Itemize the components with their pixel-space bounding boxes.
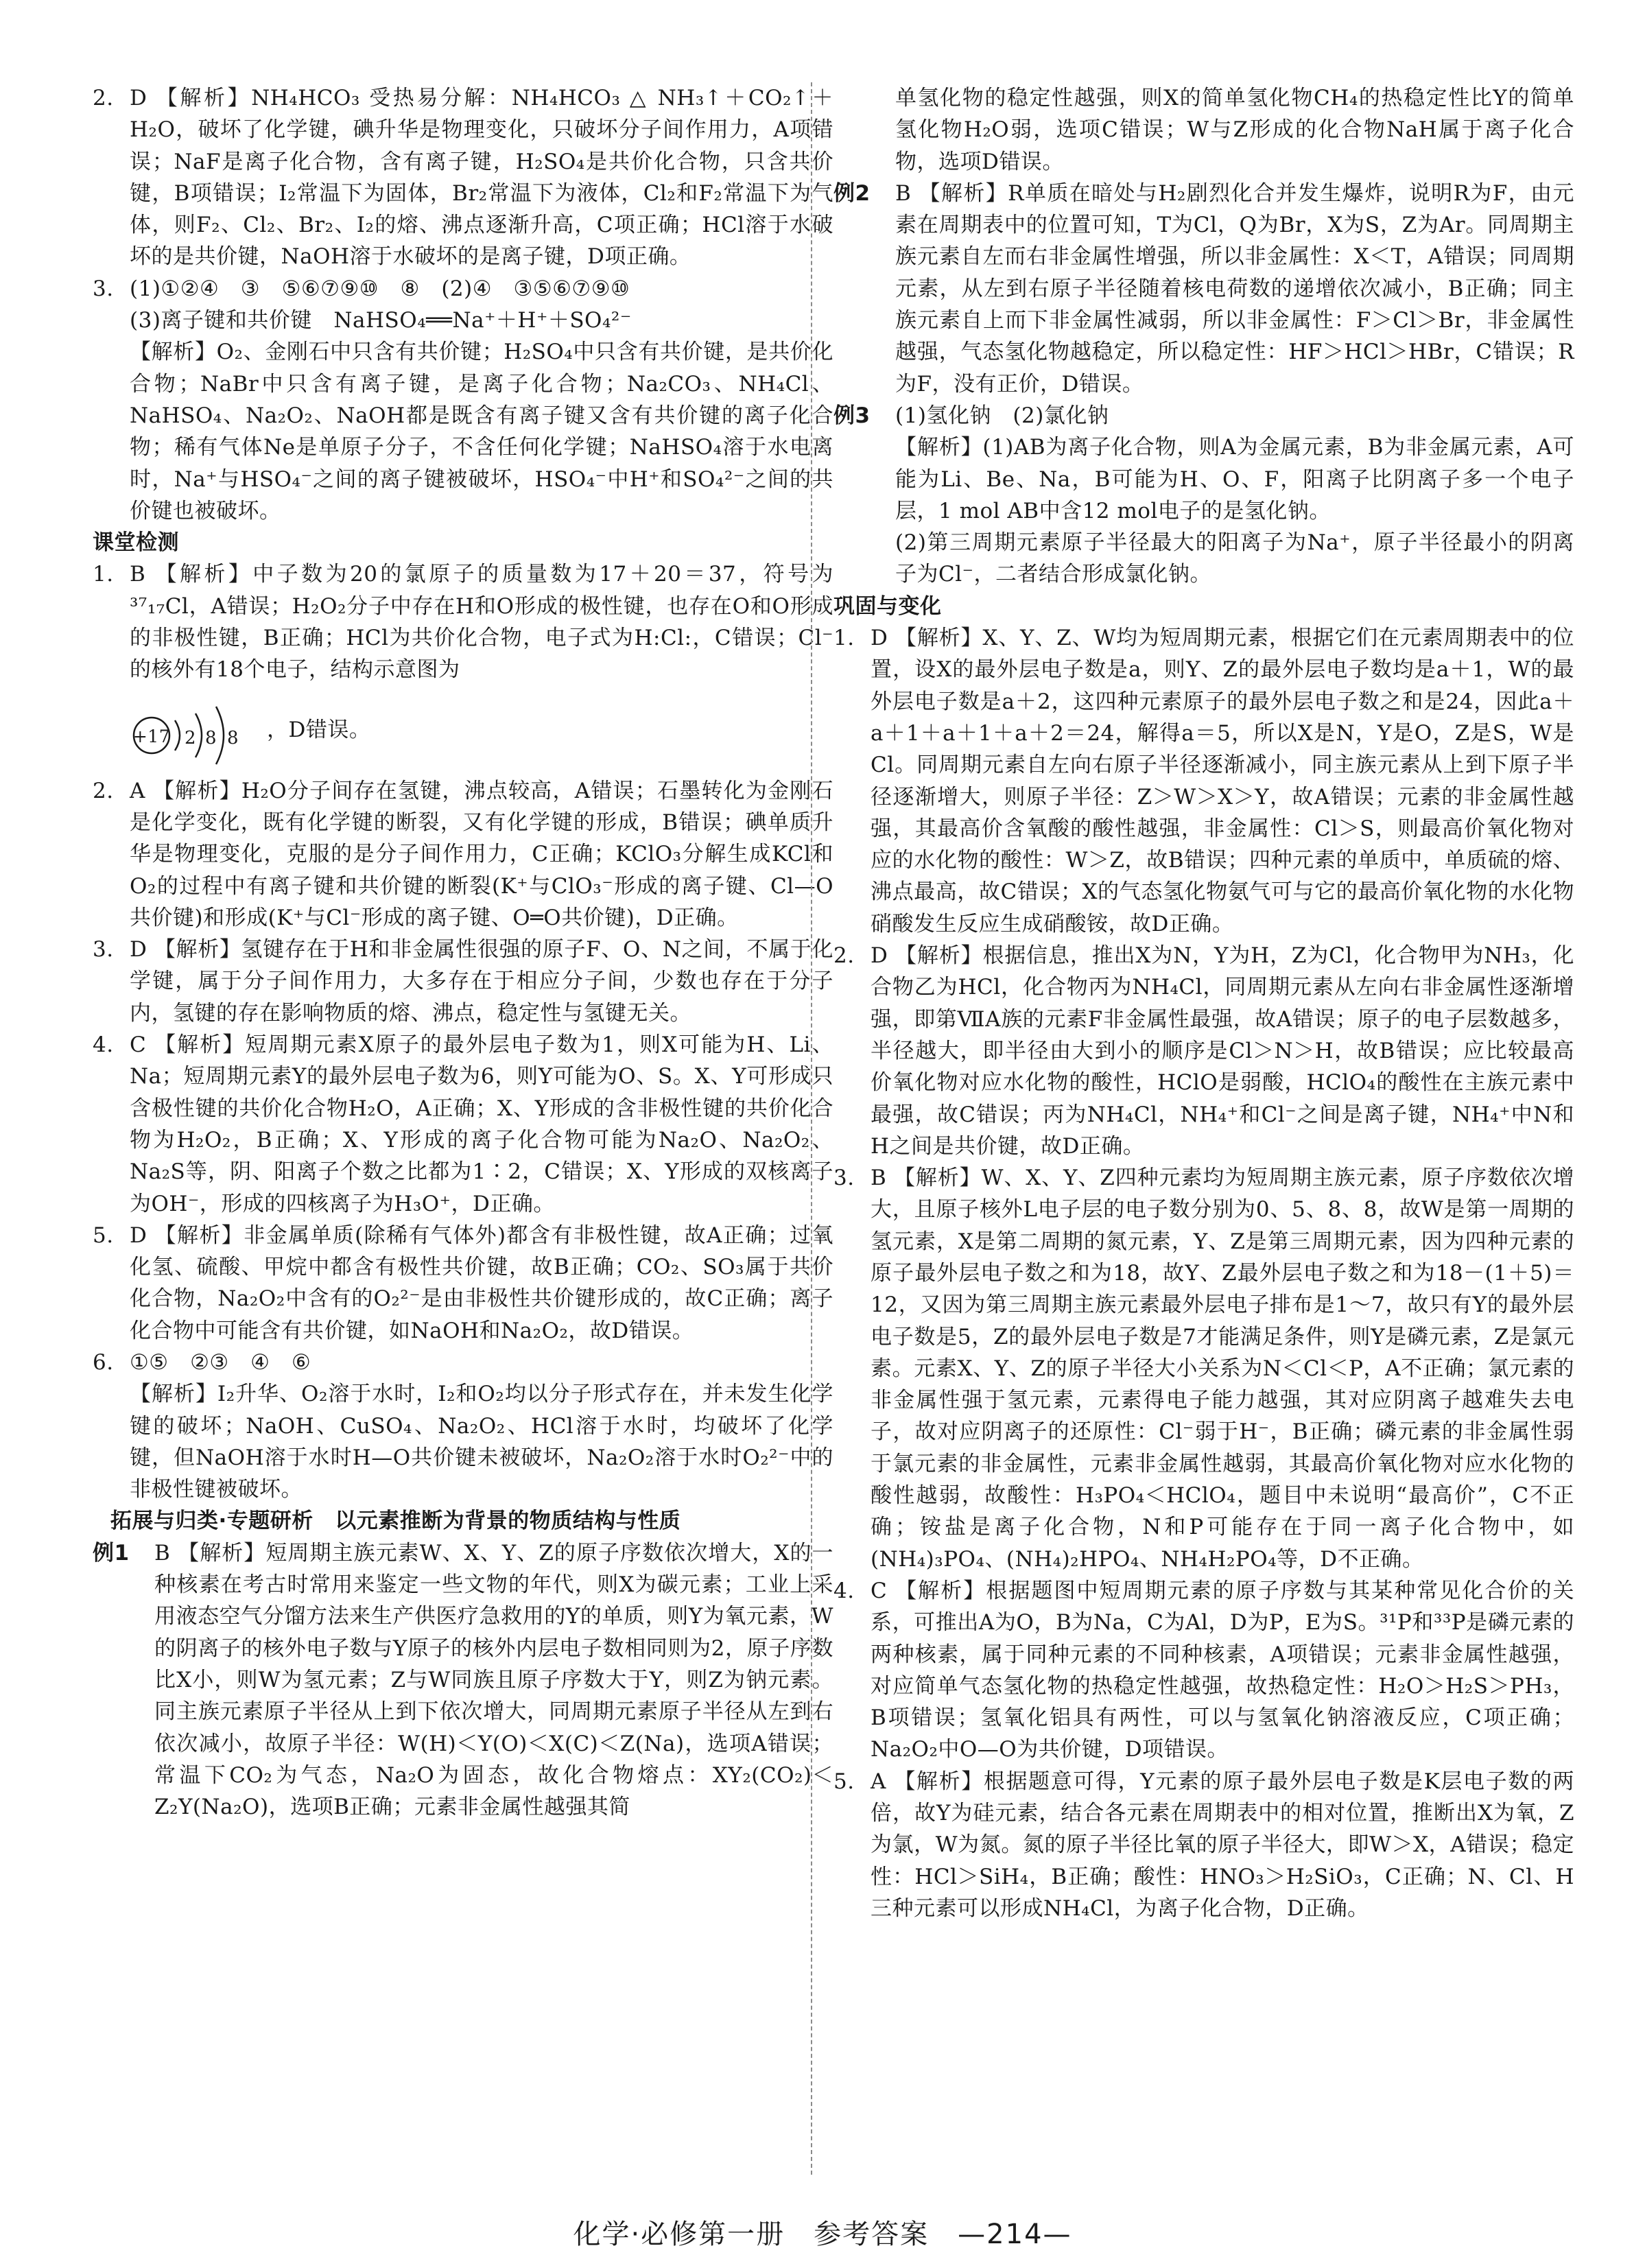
example-item [93, 1537, 833, 1823]
answer-item [93, 82, 833, 273]
answer-item [833, 1766, 1574, 1924]
item-text: D 【解析】氢键存在于H和非金属性很强的原子F、O、N之间，不属于化学键，属于分子间作用力，大多存在于相应分子间，少数也存在于分子内，氢键的存在影响物质的熔、沸点，稳定性与氢键无关。 [130, 937, 833, 1026]
atomic-structure-icon [130, 693, 267, 768]
example-text: B 【解析】短周期主族元素W、X、Y、Z的原子序数依次增大，X的一种核素在考古时常用来鉴定一些文物的年代，则X为碳元素；工业上采用液态空气分馏方法来生产供医疗急救用的Y的单质，则Y为氧元素，W的阴离子的核外电子数与Y原子的核外内层电子数相同则为2，原子序数比X小，则W为氢元素；Z与W同族且原子序数大于Y，则Z为钠元素。同主族元素原子半径从上到下依次增大，同周期元素原子半径从左到右依次减小，故原子半径：W(H)＜Y(O)＜X(C)＜Z(Na)，选项A错误；常温下CO₂为气态，Na₂O为固态，故化合物熔点：XY₂(CO₂)＜Z₂Y(Na₂O)，选项B正确；元素非金属性越强其简 [154, 1540, 833, 1820]
item-number: 5. [93, 1222, 114, 1248]
answer-line: (3)离子键和共价键 NaHSO₄══Na⁺＋H⁺＋SO₄²⁻ [130, 308, 632, 333]
shell-electrons: 8 [227, 727, 239, 748]
item-number: 3. [93, 937, 114, 962]
left-column [93, 82, 833, 1823]
item-text: D 【解析】X、Y、Z、W均为短周期元素，根据它们在元素周期表中的位置，设X的最外层电子数是a，则Y、Z的最外层电子数均是a＋1，W的最外层电子数是a＋2，这四种元素原子的最外层电子数之和是24，因此a＋a＋1＋a＋1＋a＋2＝24，解得a＝5，所以X是N，Y是O，Z是S，W是Cl。同周期元素自左向右原子半径逐渐减小，同主族元素从上到下原子半径逐渐增大，则原子半径：Z＞W＞X＞Y，故A错误；元素的非金属性越强，其最高价含氧酸的酸性越强，非金属性：Cl＞S，则最高价氧化物对应的水化物的酸性：W＞Z，故B错误；四种元素的单质中，单质硫的熔、沸点最高，故C错误；X的气态氢化物氨气可与它的最高价氧化物的水化物硝酸发生反应生成硝酸铵，故D正确。 [871, 626, 1574, 936]
column-divider [811, 82, 812, 2175]
answer-item [93, 775, 833, 934]
item-number: 4. [833, 1578, 855, 1603]
section-heading: 拓展与归类·专题研析 以元素推断为背景的物质结构与性质 [110, 1509, 681, 1534]
item-text: C 【解析】短周期元素X原子的最外层电子数为1，则X可能为H、Li、Na；短周期元素Y的最外层电子数为6，则Y可能为O、S。X、Y可形成只含极性键的共价化合物H₂O，A正确；X、Y形成的含非极性键的共价化合物为H₂O₂，B正确；X、Y形成的离子化合物可能为Na₂O、Na₂O₂、Na₂S等，阴、阳离子个数之比都为1∶2，C错误；X、Y形成的双核离子为OH⁻，形成的四核离子为H₃O⁺，D正确。 [130, 1032, 833, 1216]
item-number: 6. [93, 1349, 114, 1375]
item-text: C 【解析】根据题图中短周期元素的原子序数与其某种常见化合价的关系，可推出A为O，B为Na，C为Al，D为P，E为S。³¹P和³³P是磷元素的两种核素，属于同种元素的不同种核素，A项错误；元素非金属性越强，对应简单气态氢化物的热稳定性越强，故热稳定性：H₂O＞H₂S＞PH₃，B项错误；氢氧化铝具有两性，可以与氢氧化钠溶液反应，C项正确；Na₂O₂中O—O为共价键，D项错误。 [871, 1578, 1574, 1762]
answer-item [93, 1029, 833, 1220]
item-number: 1. [93, 562, 114, 587]
nucleus-charge: +17 [132, 726, 171, 746]
example-number: 例1 [93, 1540, 130, 1566]
answer-item [833, 940, 1574, 1162]
answer-item [833, 622, 1574, 940]
example-text: (1)氢化钠 (2)氯化钠 [895, 403, 1109, 428]
item-text: B 【解析】中子数为20的氯原子的质量数为17＋20＝37，符号为³⁷₁₇Cl，A错误；H₂O₂分子中存在H和O形成的极性键，也存在O和O形成的非极性键，B正确；HCl为共价化合物，电子式为H:Cl:，C错误；Cl⁻的核外有18个电子，结构示意图为 [130, 562, 833, 683]
item-text: ①⑤ ②③ ④ ⑥ [130, 1349, 311, 1375]
item-text: A 【解析】根据题意可得，Y元素的原子最外层电子数是K层电子数的两倍，故Y为硅元素，结合各元素在周期表中的相对位置，推断出X为氧，Z为氯，W为氮。氮的原子半径比氧的原子半径大，即W＞X，A错误；稳定性：HCl＞SiH₄，B正确；酸性：HNO₃＞H₂SiO₃，C正确；N、Cl、H三种元素可以形成NH₄Cl，为离子化合物，D正确。 [871, 1769, 1574, 1921]
item-text-tail: ，D错误。 [267, 718, 371, 743]
section-heading: 课堂检测 [93, 530, 179, 556]
item-text: (1)①②④ ③ ⑤⑥⑦⑨⑩ ⑧ (2)④ ③⑤⑥⑦⑨⑩ [130, 276, 630, 301]
answer-item [93, 558, 833, 685]
analysis-text: 【解析】O₂、金刚石中只含有共价键；H₂SO₄中只含有共价键，是共价化合物；NaBr中只含有离子键，是离子化合物；Na₂CO₃、NH₄Cl、NaHSO₄、Na₂O₂、NaOH都是既含有离子键又含有共价键的离子化合物；稀有气体Ne是单原子分子，不含任何化学键；NaHSO₄溶于水电离时，Na⁺与HSO₄⁻之间的离子键被破坏，HSO₄⁻中H⁺和SO₄²⁻之间的共价键也被破坏。 [130, 340, 833, 523]
example-number: 例3 [833, 403, 871, 428]
section-heading: 巩固与变化 [833, 593, 942, 619]
item-number: 3. [833, 1166, 855, 1191]
example-item [833, 400, 1574, 432]
shell-electrons: 8 [205, 727, 217, 748]
example-continuation: 单氢化物的稳定性越强，则X的简单氢化物CH₄的热稳定性比Y的简单氢化物H₂O弱，选项C错误；W与Z形成的化合物NaH属于离子化合物，选项D错误。 [895, 86, 1574, 174]
analysis-text: (2)第三周期元素原子半径最大的阳离子为Na⁺，原子半径最小的阴离子为Cl⁻，二者结合形成氯化钠。 [895, 530, 1574, 587]
answer-item [93, 1220, 833, 1347]
example-number: 例2 [833, 180, 871, 206]
analysis-text: 【解析】(1)AB为离子化合物，则A为金属元素，B为非金属元素，A可能为Li、Be、Na，B可能为H、O、F，阳离子比阴离子多一个电子层，1 mol AB中含12 mol电子的是氢化钠。 [895, 435, 1574, 523]
item-number: 5. [833, 1769, 855, 1794]
item-number: 4. [93, 1032, 114, 1058]
analysis-text: 【解析】I₂升华、O₂溶于水时，I₂和O₂均以分子形式存在，并未发生化学键的破坏；NaOH、CuSO₄、Na₂O₂、HCl溶于水时，均破坏了化学键，但NaOH溶于水时H—O共价键未被破坏，Na₂O₂溶于水时O₂²⁻中的非极性键被破坏。 [130, 1382, 833, 1502]
item-number: 2. [93, 778, 114, 803]
item-text: A 【解析】H₂O分子间存在氢键，沸点较高，A错误；石墨转化为金刚石是化学变化，既有化学键的断裂，又有化学键的形成，B错误；碘单质升华是物理变化，克服的是分子间作用力，C正确；KClO₃分解生成KCl和O₂的过程中有离子键和共价键的断裂(K⁺与ClO₃⁻形成的离子键、Cl—O共价键)和形成(K⁺与Cl⁻形成的离子键、O═O共价键)，D正确。 [130, 778, 833, 930]
example-item [833, 178, 1574, 400]
answer-item [93, 273, 833, 305]
shell-electrons: 2 [185, 727, 197, 748]
item-number: 1. [833, 626, 855, 651]
item-text: D 【解析】NH₄HCO₃ 受热易分解：NH₄HCO₃ △ NH₃↑＋CO₂↑＋H₂O，破坏了化学键，碘升华是物理变化，只破坏分子间作用力，A项错误；NaF是离子化合物，含有离子键，H₂SO₄是共价化合物，只含共价键，B项错误；I₂常温下为固体，Br₂常温下为液体，Cl₂和F₂常温下为气体，则F₂、Cl₂、Br₂、I₂的熔、沸点逐渐升高，C项正确；HCl溶于水破坏的是共价键，NaOH溶于水破坏的是离子键，D项正确。 [130, 86, 833, 270]
example-text: B 【解析】R单质在暗处与H₂剧烈化合并发生爆炸，说明R为F，由元素在周期表中的位置可知，T为Cl，Q为Br，X为S，Z为Ar。同周期主族元素自左而右非金属性增强，所以非金属性：X＜T，A错误；同周期元素，从左到右原子半径随着核电荷数的递增依次减小，B正确；同主族元素自上而下非金属性减弱，所以非金属性：F＞Cl＞Br，非金属性越强，气态氢化物越稳定，所以稳定性：HF＞HCl＞HBr，C错误；R为F，没有正价，D错误。 [895, 180, 1574, 397]
answer-item [833, 1162, 1574, 1575]
right-column [833, 82, 1574, 1924]
item-text: D 【解析】非金属单质(除稀有气体外)都含有非极性键，故A正确；过氧化氢、硫酸、甲烷中都含有极性共价键，故B正确；CO₂、SO₃属于共价化合物，Na₂O₂中含有的O₂²⁻是由非极性共价键形成的，故C正确；离子化合物中可能含有共价键，如NaOH和Na₂O₂，故D错误。 [130, 1222, 833, 1343]
item-number: 3. [93, 276, 114, 301]
item-text: D 【解析】根据信息，推出X为N，Y为H，Z为Cl，化合物甲为NH₃，化合物乙为HCl，化合物丙为NH₄Cl，同周期元素从左向右非金属性逐渐增强，即第ⅦA族的元素F非金属性最强，故A错误；原子的电子层数越多，半径越大，即半径由大到小的顺序是Cl＞N＞H，故B错误；应比较最高价氧化物对应水化物的酸性，HClO是弱酸，HClO₄的酸性在主族元素中最强，故C错误；丙为NH₄Cl，NH₄⁺和Cl⁻之间是离子键，NH₄⁺中N和H之间是共价键，故D正确。 [871, 943, 1574, 1159]
answer-item [93, 934, 833, 1029]
item-text: B 【解析】W、X、Y、Z四种元素均为短周期主族元素，原子序数依次增大，且原子核外L电子层的电子数分别为0、5、8、8，故W是第一周期的氢元素，X是第二周期的氮元素，Y、Z是第三周期元素，因为四种元素的原子最外层电子数之和为18，故Y、Z最外层电子数之和为18－(1＋5)＝12，又因为第三周期主族元素最外层电子排布是1～7，故只有Y的最外层电子数是5，Z的最外层电子数是7才能满足条件，则Y是磷元素，Z是氯元素。元素X、Y、Z的原子半径大小关系为N＜Cl＜P，A不正确；氯元素的非金属性强于氢元素，元素得电子能力越强，其对应阴离子越难失去电子，故对应阴离子的还原性：Cl⁻弱于H⁻，B正确；磷元素的非金属性弱于氯元素的非金属性，元素非金属性越弱，其最高价氧化物对应水化物的酸性越弱，故酸性：H₃PO₄＜HClO₄，题目中未说明“最高价”，C不正确；铵盐是离子化合物，N和P可能存在于同一离子化合物中，如(NH₄)₃PO₄、(NH₄)₂HPO₄、NH₄H₂PO₄等，D不正确。 [871, 1166, 1574, 1572]
answer-item [833, 1575, 1574, 1766]
page-footer: 化学·必修第一册 参考答案 —214— [573, 2219, 1072, 2250]
chloride-structure-diagram [93, 686, 833, 775]
answer-item [93, 1347, 833, 1378]
item-number: 2. [833, 943, 855, 969]
item-number: 2. [93, 86, 114, 110]
